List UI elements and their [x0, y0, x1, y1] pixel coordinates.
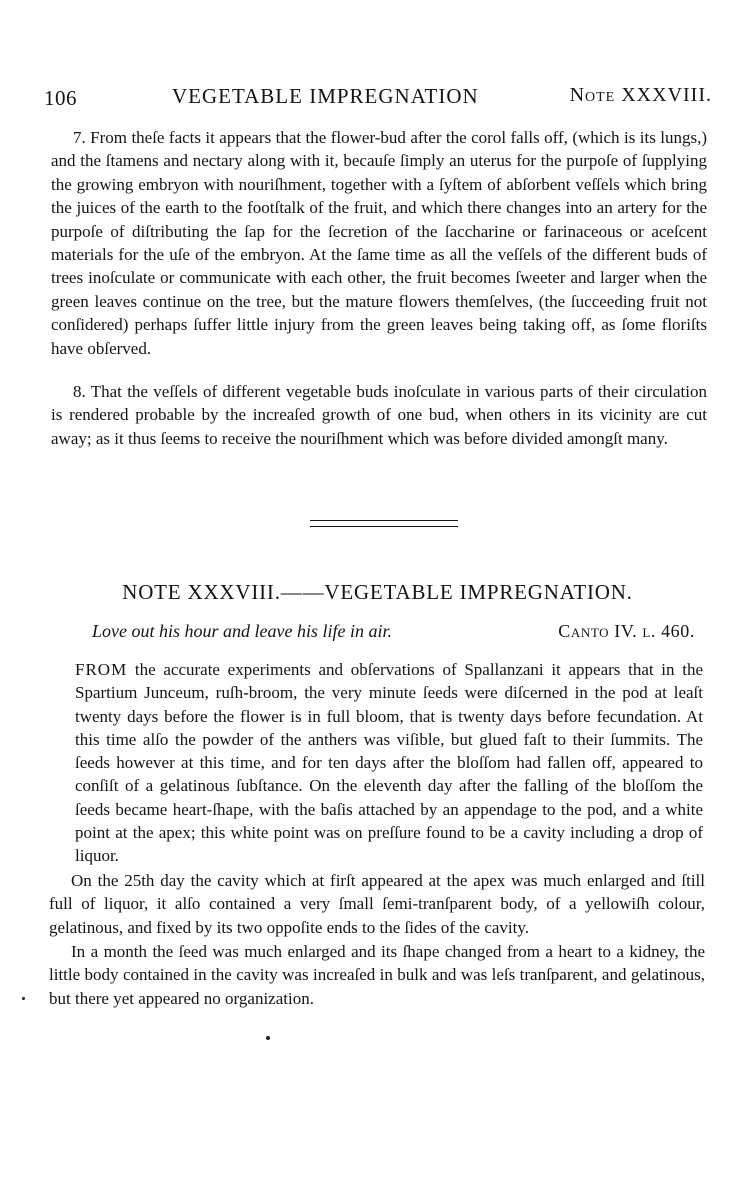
paragraph-8: 8. That the veſſels of different vegetable buds inoſculate in various parts of their circulation is rendered probable by the increaſed growth of one bud, when others in its vicinity are cut away; as it thus ſeems to receive the nouriſhment which was before divided amongſt many. — [51, 382, 707, 448]
note-paragraph-1 — [75, 658, 703, 868]
note-heading: NOTE XXXVIII.——VEGETABLE IMPREGNATION. — [122, 580, 633, 604]
note-paragraph-3: In a month the ſeed was much enlarged and its ſhape changed from a heart to a kidney, the little body contained in the cavity was increaſed in bulk and was leſs tranſparent, and gelatinous, but there yet appeared no organization. — [49, 942, 705, 1008]
ink-speck — [266, 1036, 270, 1040]
running-title: VEGETABLE IMPREGNATION — [172, 84, 479, 108]
section-divider-bottom — [310, 526, 458, 527]
epigraph-quote: Love out his hour and leave his life in air. — [92, 621, 392, 641]
note-paragraph-1-text: the accurate experiments and obſervations of Spallanzani it appears that in the Spartium Junceum, ruſh-broom, the very minute ſeeds were diſcerned in the pod at leaſt twenty days before the flower is in full bloom, that is twenty days before fecundation. At this time alſo the powder of the anthers was viſible, but glued faſt to their ſummits. The ſeeds however at this time, and for ten days after the bloſſom had fallen off, appeared to conſiſt of a gelatinous ſubſtance. On the eleventh day after the falling of the bloſſom the ſeeds became heart-ſhape, with the baſis attached by an appendage to the pod, and a white point at the apex; this white point was on preſſure found to be a cavity including a drop of liquor. — [75, 660, 703, 866]
running-note-label: Note XXXVIII. — [569, 84, 712, 106]
note-paragraph-2: On the 25th day the cavity which at firſt appeared at the apex was much enlarged and ſtill full of liquor, it alſo contained a very ſmall ſemi-tranſparent body, of a yellowiſh colour, gelatinous, and fixed by its two oppoſite ends to the ſides of the cavity. — [49, 871, 705, 937]
section-divider-top — [310, 520, 458, 521]
paragraph-7: 7. From theſe facts it appears that the flower-bud after the corol falls off, (which is its lungs,) and the ſtamens and nectary along with it, becauſe ſimply an uterus for the purpoſe of ſupplying the growing embryon with nouriſhment, together with a ſyſtem of abſorbent veſſels which bring the juices of the earth to the footſtalk of the fruit, and which there changes into an artery for the purpoſe of diſtributing the ſap for the ſecretion of the ſaccharine or farinaceous or aceſcent materials for the uſe of the embryon. At the ſame time as all the veſſels of the different buds of trees inoſculate or communicate with each other, the fruit becomes ſweeter and larger when the green leaves continue on the tree, but the mature flowers themſelves, (the ſucceeding fruit not conſidered) perhaps ſuffer little injury from the green leaves being taking off, as ſome floriſts have obſerved. — [51, 128, 707, 358]
page-number: 106 — [44, 86, 77, 110]
canto-citation: Canto IV. l. 460. — [558, 621, 695, 641]
first-word: FROM — [75, 660, 128, 679]
running-header — [44, 84, 712, 112]
ink-speck — [22, 997, 25, 1000]
